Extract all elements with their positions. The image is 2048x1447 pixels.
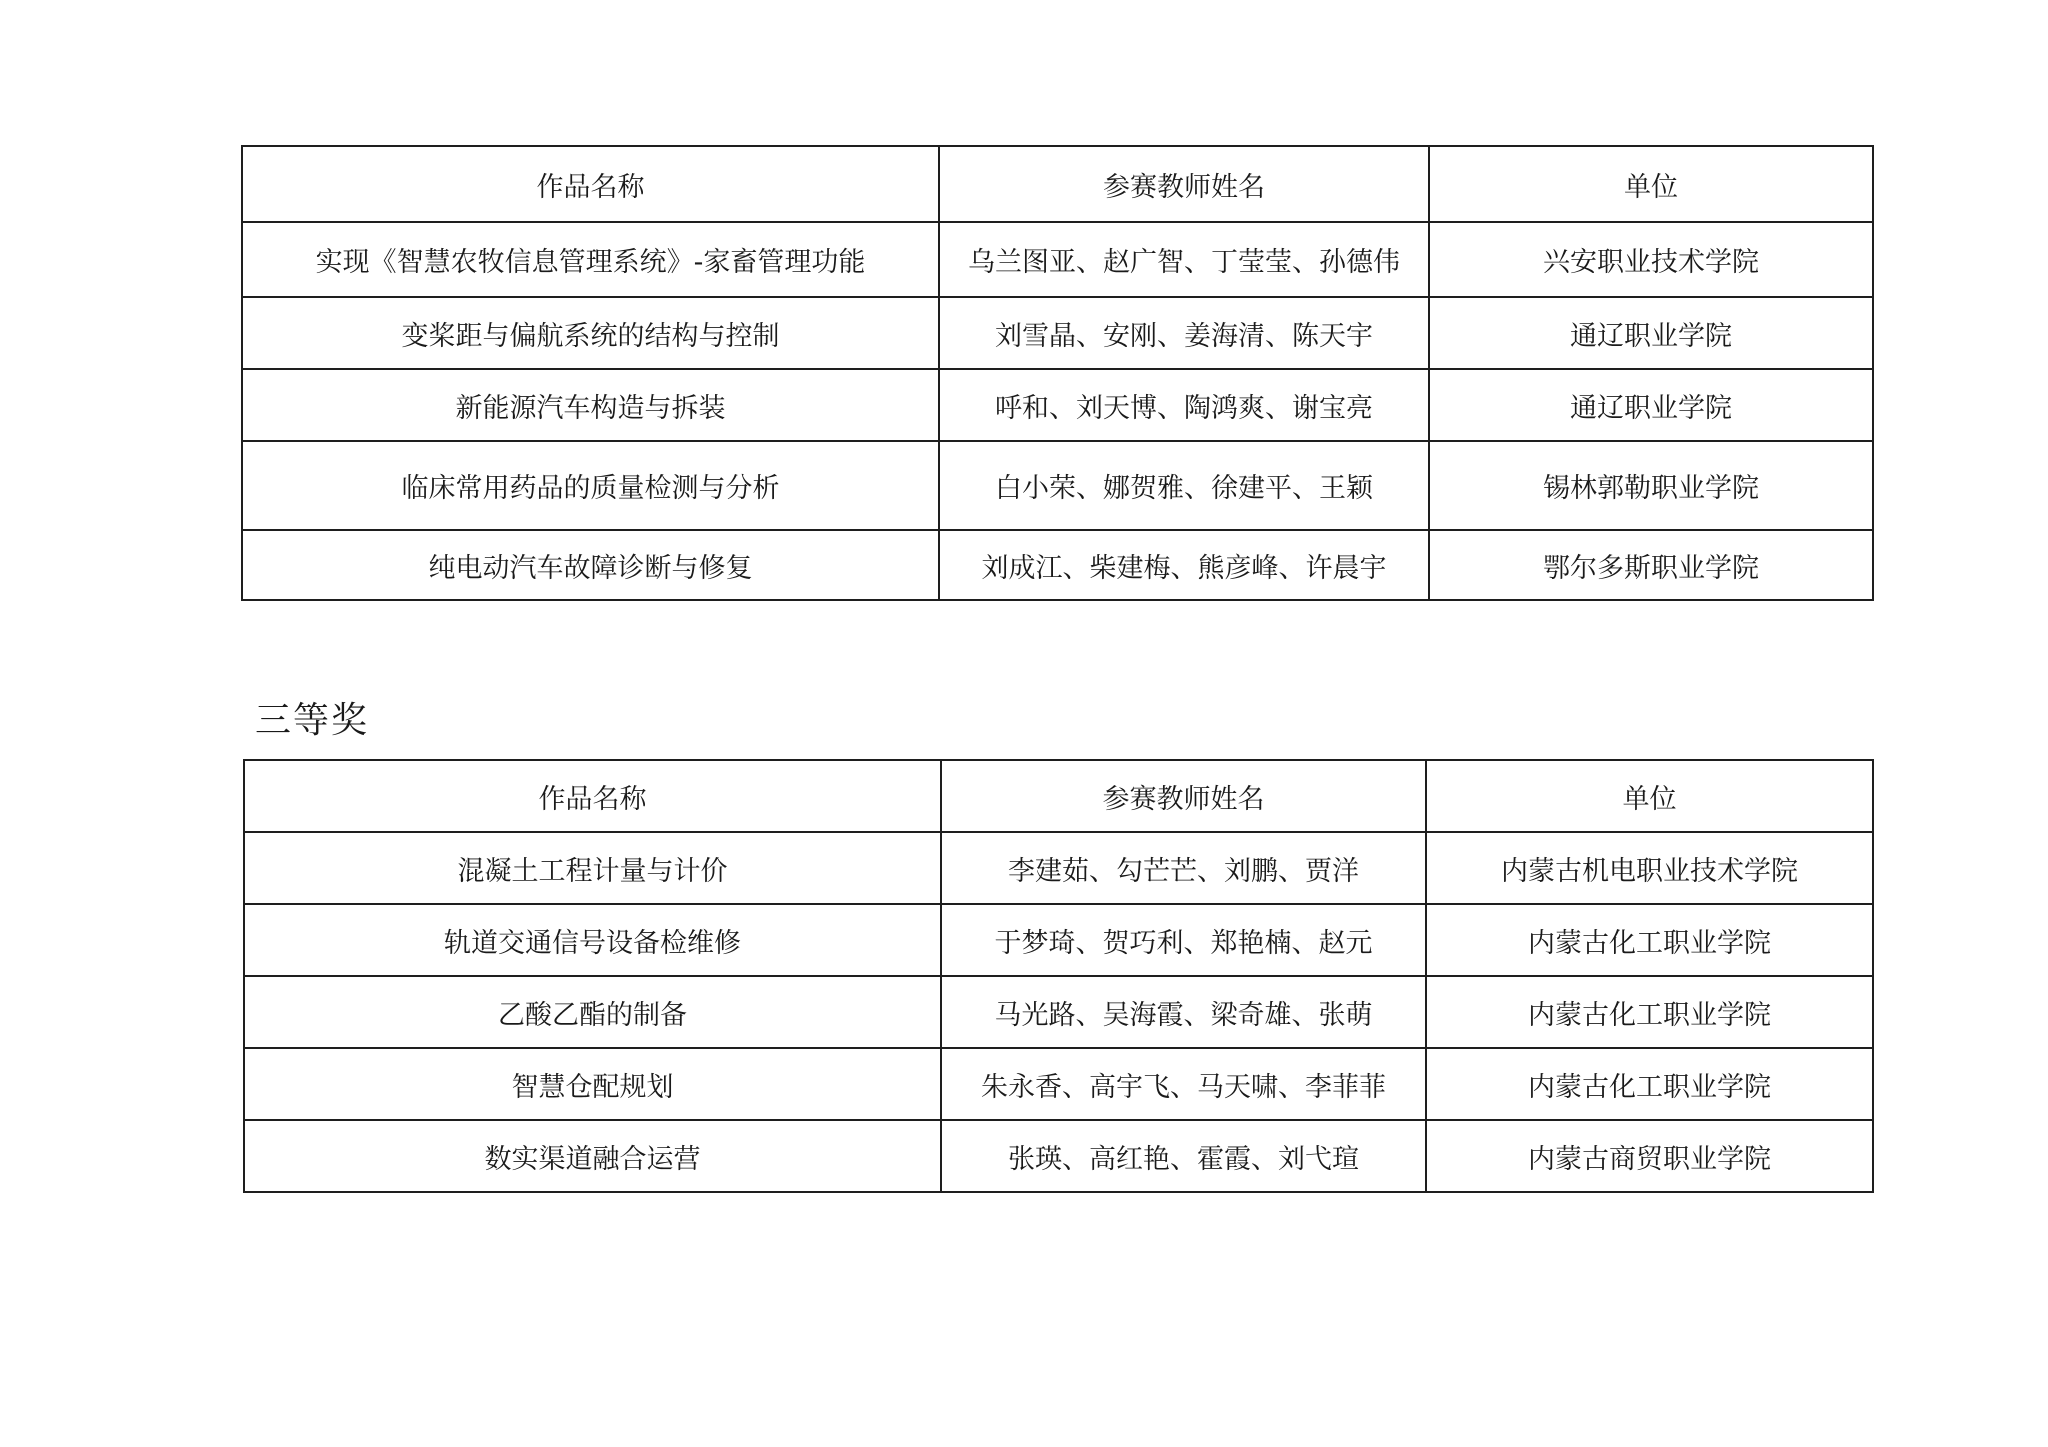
table-row: [244, 1048, 1873, 1120]
teacher-names-cell: 白小荣、娜贺雅、徐建平、王颖: [939, 441, 1429, 530]
table-header-row: [244, 760, 1873, 832]
institution-cell: 内蒙古机电职业技术学院: [1426, 832, 1873, 904]
teacher-names-cell: 李建茹、勾芒芒、刘鹏、贾洋: [941, 832, 1426, 904]
header-teacher-names: 参赛教师姓名: [939, 146, 1429, 222]
header-work-title: 作品名称: [242, 146, 939, 222]
table-row: [244, 832, 1873, 904]
teacher-names-cell: 马光路、吴海霞、梁奇雄、张萌: [941, 976, 1426, 1048]
second-prize-table: [241, 145, 1874, 601]
teacher-names-cell: 朱永香、高宇飞、马天啸、李菲菲: [941, 1048, 1426, 1120]
institution-cell: 鄂尔多斯职业学院: [1429, 530, 1873, 600]
work-title-cell: 乙酸乙酯的制备: [244, 976, 941, 1048]
teacher-names-cell: 刘雪晶、安刚、姜海清、陈天宇: [939, 297, 1429, 369]
institution-cell: 兴安职业技术学院: [1429, 222, 1873, 297]
table-row: [242, 530, 1873, 600]
table-row: [244, 976, 1873, 1048]
third-prize-heading: 三等奖: [255, 700, 370, 741]
work-title-cell: 智慧仓配规划: [244, 1048, 941, 1120]
institution-cell: 锡林郭勒职业学院: [1429, 441, 1873, 530]
table-row: [242, 297, 1873, 369]
work-title-cell: 临床常用药品的质量检测与分析: [242, 441, 939, 530]
institution-cell: 内蒙古化工职业学院: [1426, 904, 1873, 976]
table-row: [244, 904, 1873, 976]
table-header-row: [242, 146, 1873, 222]
teacher-names-cell: 刘成江、柴建梅、熊彦峰、许晨宇: [939, 530, 1429, 600]
institution-cell: 通辽职业学院: [1429, 369, 1873, 441]
header-teacher-names: 参赛教师姓名: [941, 760, 1426, 832]
institution-cell: 内蒙古化工职业学院: [1426, 1048, 1873, 1120]
third-prize-table: [243, 759, 1874, 1193]
teacher-names-cell: 乌兰图亚、赵广智、丁莹莹、孙德伟: [939, 222, 1429, 297]
institution-cell: 内蒙古商贸职业学院: [1426, 1120, 1873, 1192]
header-institution: 单位: [1429, 146, 1873, 222]
table-row: [242, 222, 1873, 297]
institution-cell: 内蒙古化工职业学院: [1426, 976, 1873, 1048]
work-title-cell: 纯电动汽车故障诊断与修复: [242, 530, 939, 600]
work-title-cell: 变桨距与偏航系统的结构与控制: [242, 297, 939, 369]
work-title-cell: 新能源汽车构造与拆装: [242, 369, 939, 441]
teacher-names-cell: 于梦琦、贺巧利、郑艳楠、赵元: [941, 904, 1426, 976]
teacher-names-cell: 呼和、刘天博、陶鸿爽、谢宝亮: [939, 369, 1429, 441]
header-work-title: 作品名称: [244, 760, 941, 832]
work-title-cell: 轨道交通信号设备检维修: [244, 904, 941, 976]
work-title-cell: 数实渠道融合运营: [244, 1120, 941, 1192]
work-title-cell: 实现《智慧农牧信息管理系统》-家畜管理功能: [242, 222, 939, 297]
work-title-cell: 混凝土工程计量与计价: [244, 832, 941, 904]
table-row: [244, 1120, 1873, 1192]
header-institution: 单位: [1426, 760, 1873, 832]
table-row: [242, 369, 1873, 441]
table-row: [242, 441, 1873, 530]
institution-cell: 通辽职业学院: [1429, 297, 1873, 369]
teacher-names-cell: 张瑛、高红艳、霍霞、刘弋瑄: [941, 1120, 1426, 1192]
